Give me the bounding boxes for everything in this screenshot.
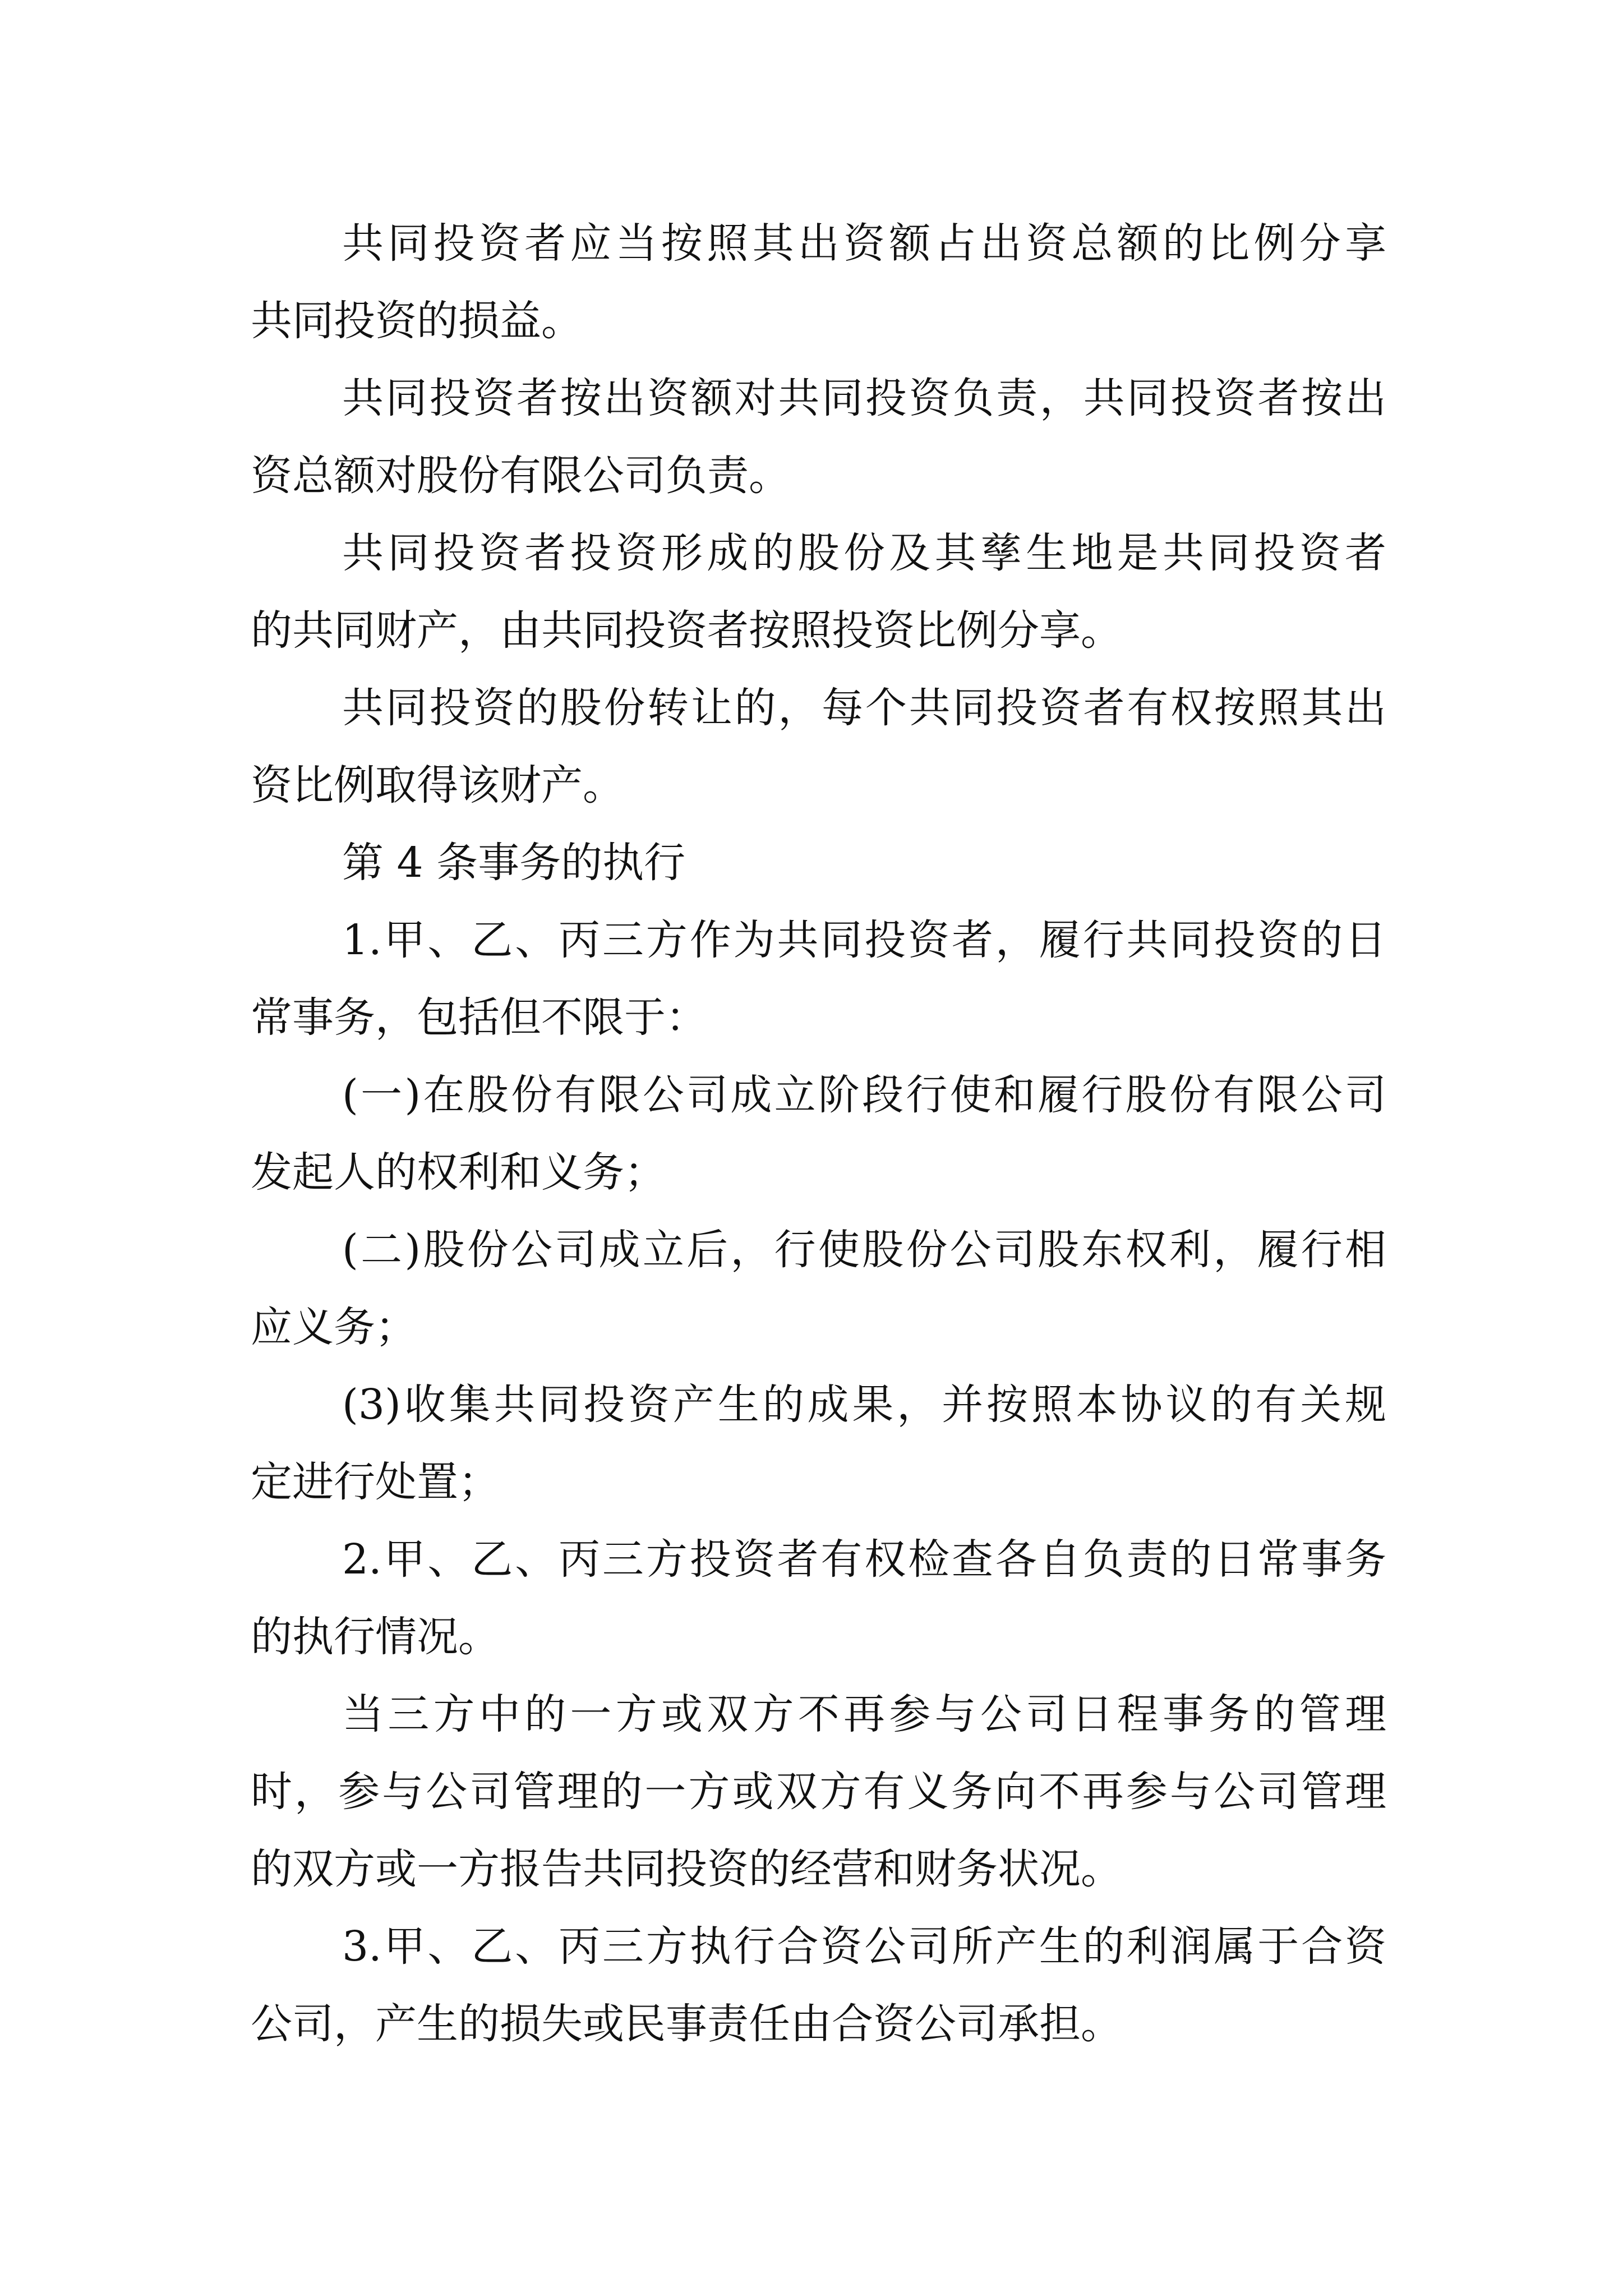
text-line: 常事务，包括但不限于： bbox=[251, 993, 707, 1042]
text-line: 共同投资的损益。 bbox=[251, 297, 583, 345]
text-line: 的共同财产，由共同投资者按照投资比例分享。 bbox=[251, 606, 1122, 655]
paragraph bbox=[251, 514, 1386, 669]
text-line: (一)在股份有限公司成立阶段行使和履行股份有限公司 bbox=[342, 1071, 1386, 1119]
document-body bbox=[251, 205, 1386, 2063]
text-line: 共同投资者投资形成的股份及其孳生地是共同投资者 bbox=[342, 529, 1386, 577]
paragraph bbox=[251, 1908, 1386, 2063]
text-line: 共同投资的股份转让的，每个共同投资者有权按照其出 bbox=[342, 684, 1386, 732]
paragraph bbox=[251, 205, 1386, 360]
text-line: 资总额对股份有限公司负责。 bbox=[251, 452, 790, 500]
paragraph bbox=[251, 1676, 1386, 1908]
paragraph bbox=[251, 901, 1386, 1056]
text-line: 1.甲、乙、丙三方作为共同投资者，履行共同投资的日 bbox=[342, 916, 1386, 964]
text-line: 当三方中的一方或双方不再参与公司日程事务的管理 bbox=[342, 1690, 1386, 1738]
paragraph bbox=[251, 1211, 1386, 1366]
paragraph bbox=[251, 1366, 1386, 1521]
paragraph bbox=[251, 669, 1386, 824]
text-line: 公司，产生的损失或民事责任由合资公司承担。 bbox=[251, 2000, 1122, 2048]
text-line: 的双方或一方报告共同投资的经营和财务状况。 bbox=[251, 1845, 1122, 1893]
text-line: 共同投资者按出资额对共同投资负责，共同投资者按出 bbox=[342, 374, 1386, 422]
text-line: 发起人的权利和义务； bbox=[251, 1148, 666, 1197]
text-line: 共同投资者应当按照其出资额占出资总额的比例分享 bbox=[342, 219, 1386, 268]
text-line: 应义务； bbox=[251, 1303, 417, 1351]
text-line: 第 4 条事务的执行 bbox=[342, 839, 686, 887]
text-line: 定进行处置； bbox=[251, 1458, 500, 1506]
text-line: (二)股份公司成立后，行使股份公司股东权利，履行相 bbox=[342, 1226, 1386, 1274]
text-line: 3.甲、乙、丙三方执行合资公司所产生的利润属于合资 bbox=[342, 1922, 1386, 1971]
paragraph bbox=[251, 1521, 1386, 1676]
text-line: (3)收集共同投资产生的成果，并按照本协议的有关规 bbox=[342, 1381, 1386, 1429]
text-line: 资比例取得该财产。 bbox=[251, 761, 624, 809]
text-line: 时，参与公司管理的一方或双方有义务向不再参与公司管理 bbox=[251, 1768, 1386, 1816]
paragraph bbox=[251, 1056, 1386, 1211]
paragraph bbox=[251, 360, 1386, 514]
section-heading bbox=[251, 824, 1386, 901]
text-line: 的执行情况。 bbox=[251, 1613, 500, 1661]
text-line: 2.甲、乙、丙三方投资者有权检查各自负责的日常事务 bbox=[342, 1535, 1386, 1584]
